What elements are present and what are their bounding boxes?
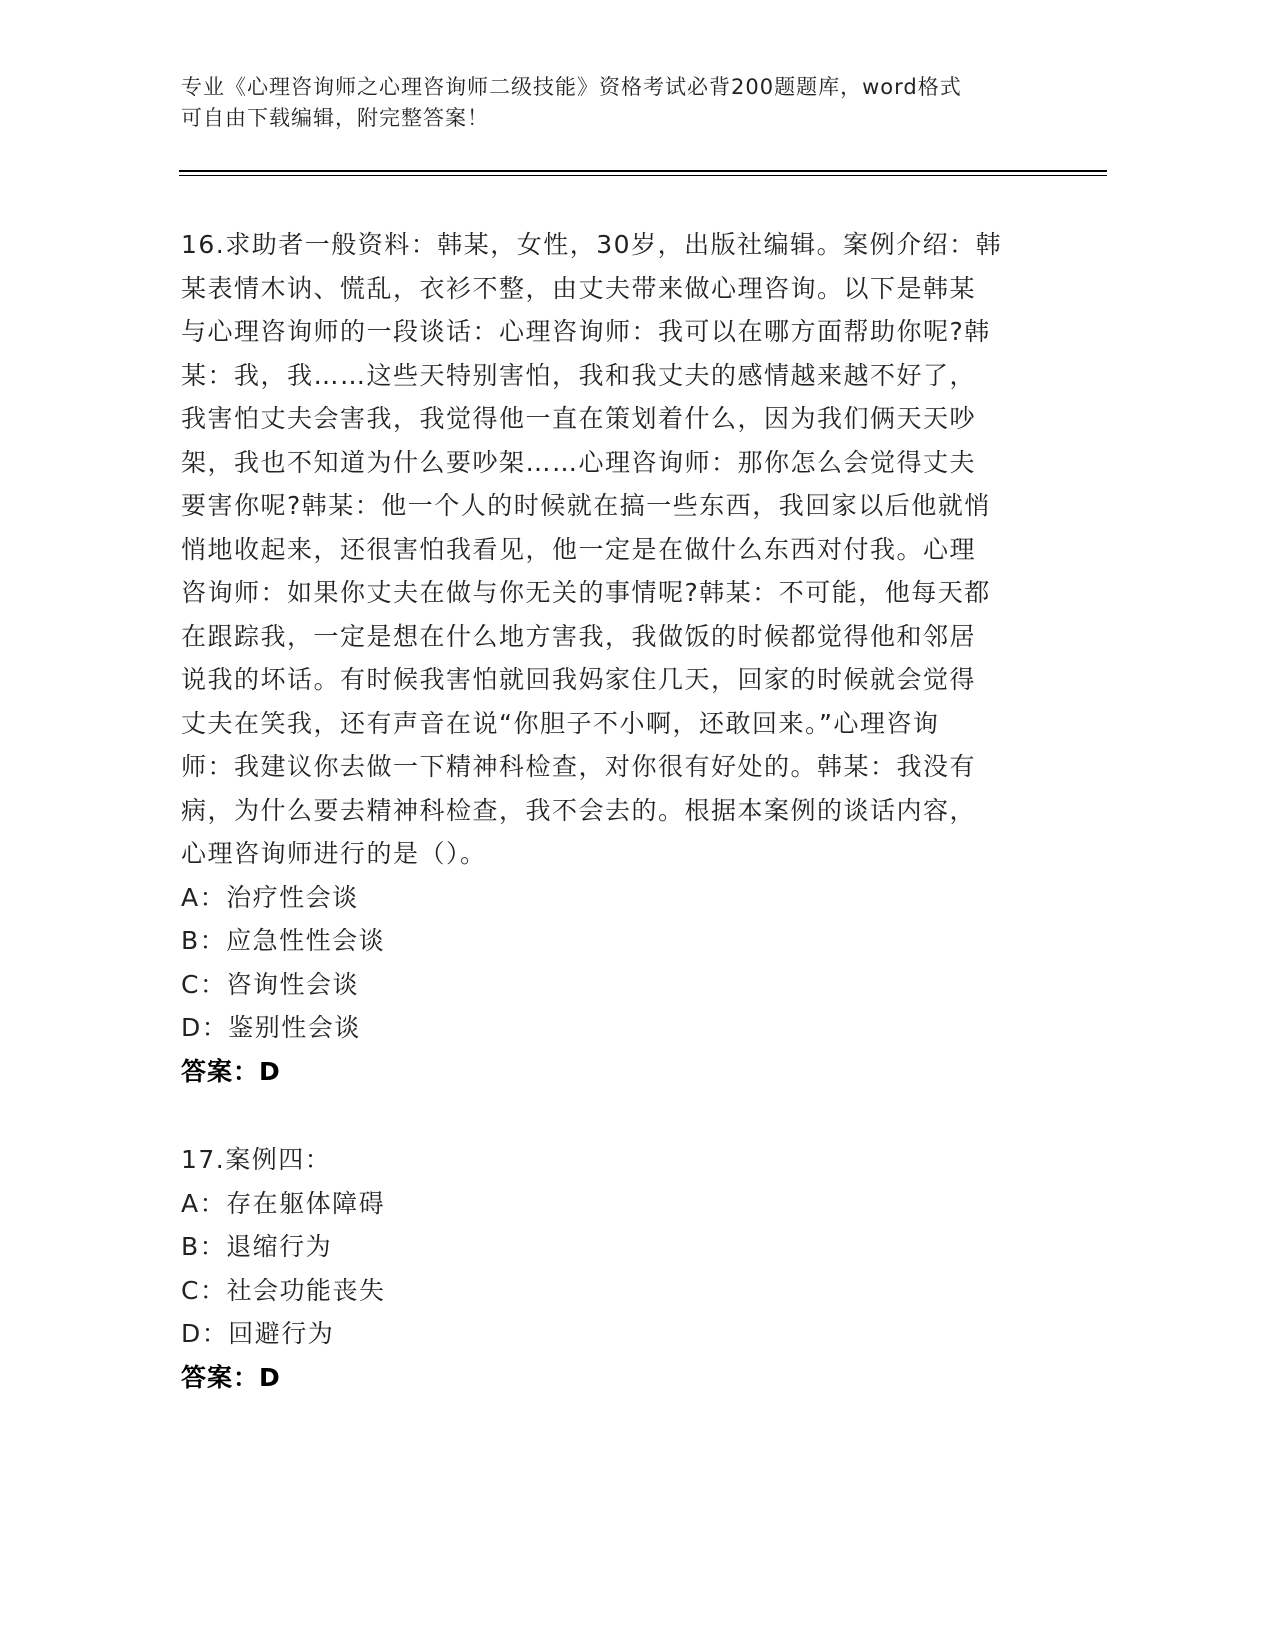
question-line: 某：我，我……这些天特别害怕，我和我丈夫的感情越来越不好了， <box>181 360 977 390</box>
question-line: 病，为什么要去精神科检查，我不会去的。根据本案例的谈话内容， <box>181 795 977 825</box>
question-line: 说我的坏话。有时候我害怕就回我妈家住几天，回家的时候就会觉得 <box>181 665 977 694</box>
option-b: B：退缩行为 <box>181 1232 333 1261</box>
header-divider-thin <box>179 175 1107 176</box>
option-c: C：咨询性会谈 <box>181 969 359 999</box>
header-line: 可自由下载编辑，附完整答案！ <box>181 106 489 130</box>
question-line: 咨询师：如果你丈夫在做与你无关的事情呢?韩某：不可能，他每天都 <box>181 578 991 607</box>
option-c: C：社会功能丧失 <box>181 1275 386 1305</box>
document-header <box>181 72 962 134</box>
option-a: A：治疗性会谈 <box>181 882 359 912</box>
question-line: 我害怕丈夫会害我，我觉得他一直在策划着什么，因为我们俩天天吵 <box>181 404 977 433</box>
question-line: 在跟踪我，一定是想在什么地方害我，我做饭的时候都觉得他和邻居 <box>181 621 977 651</box>
question-line: 悄地收起来，还很害怕我看见，他一定是在做什么东西对付我。心理 <box>181 534 977 564</box>
question-line: 心理咨询师进行的是（）。 <box>181 839 487 868</box>
header-line: 专业《心理咨询师之心理咨询师二级技能》资格考试必背200题题库，word格式 <box>181 75 962 99</box>
question-line: 16.求助者一般资料：韩某，女性，30岁，出版社编辑。案例介绍：韩 <box>181 230 1003 259</box>
option-b: B：应急性性会谈 <box>181 926 386 955</box>
answer: 答案：D <box>181 1056 281 1086</box>
question-line: 师：我建议你去做一下精神科检查，对你很有好处的。韩某：我没有 <box>181 752 977 781</box>
question-line: 某表情木讷、慌乱，衣衫不整，由丈夫带来做心理咨询。以下是韩某 <box>181 273 977 303</box>
option-a: A：存在躯体障碍 <box>181 1188 386 1218</box>
question-line: 要害你呢?韩某：他一个人的时候就在搞一些东西，我回家以后他就悄 <box>181 491 991 520</box>
option-d: D：鉴别性会谈 <box>181 1013 361 1042</box>
question-line: 17.案例四： <box>181 1145 332 1174</box>
answer: 答案：D <box>181 1362 281 1392</box>
question-line: 丈夫在笑我，还有声音在说“你胆子不小啊，还敢回来。”心理咨询 <box>181 708 940 738</box>
question-line: 与心理咨询师的一段谈话：心理咨询师：我可以在哪方面帮助你呢?韩 <box>181 317 991 346</box>
question-line: 架，我也不知道为什么要吵架……心理咨询师：那你怎么会觉得丈夫 <box>181 447 977 477</box>
question-17 <box>181 1138 385 1399</box>
header-divider <box>179 170 1107 172</box>
question-16 <box>181 223 1002 1093</box>
option-d: D：回避行为 <box>181 1319 335 1348</box>
